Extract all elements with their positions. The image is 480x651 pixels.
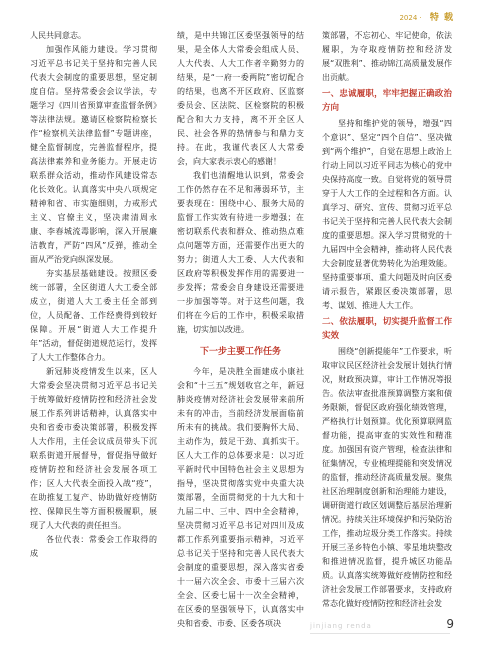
section-label: 特 载 [429, 13, 454, 23]
page-number: 9 [446, 617, 454, 631]
paragraph: 各位代表：常委会工作取得的成 [30, 535, 157, 558]
column-left [30, 29, 157, 615]
issue-label: 2024 · [399, 14, 422, 22]
paragraph: 今年，是决胜全面建成小康社会和“十三五”规划收官之年，新冠肺炎疫情对经济社会发展带来前所未有的冲击，当前经济发展面临前所未有的挑战。我们要胸怀大局、主动作为，鼓足干劲、真抓实干。区人大工作的总体要求是：以习近平新时代中国特色社会主义思想为指导，坚决贯彻落实党中央重大决策部署，全面贯彻党的十九大和十九届二中、三中、四中全会精神，坚决贯彻习近平总书记对四川及成都工作系列重要指示精神，习近平总书记关于坚持和完善人民代表大会制度的重要思想，深入落实省委十一届六次全会、市委十三届六次全会、区委七届十一次全会精神，在区委的坚强领导下，认真落实中央和省委、市委、区委各项决 [177, 367, 304, 628]
subsection-heading: 二、依法履职，切实提升监督工作实效 [322, 317, 452, 341]
paragraph: 新冠肺炎疫情发生以来，区人大常委会坚决贯彻习近平总书记关于统筹做好疫情防控和经济社会发展工作系列讲话精神，认真落实中央和省委市委决策部署，积极发挥人大作用，主任会议成员带头下沉联系街道开展督导，督促指导做好疫情防控和经济社会发展各项工作；区人大代表全面投入战“疫”，在助推复工复产、协助做好疫情防控、保障民生等方面积极履职，展现了人大代表的责任担当。 [30, 367, 157, 530]
paragraph: 围绕“创新提能年”工作要求，听取审议民区经济社会发展计划执行情况，财政预决算，审计工作情况等报告。依法审查批准预算调整方案和债务限额，督促区政府强化绩效管理，严格执行计划预算。优化预算联网监督功能，提高审查的实效性和精准度。加强国有资产管理，检查法律和征集情况，专业梳理提能和突发情况的监督，推动经济高质量发展。聚焦社区治理制度创新和治理能力建设，调研街道行政区划调整后基层治理新情况。持续关注环境保护和污染防治工作，推动垃圾分类工作落实。持续开展三圣乡特色小镇、零星地块整改和推进情况监督，提升城区功能品质。认真落实统筹做好疫情防控和经济社会发展工作部署要求，支持政府常态化做好疫情防控和经济社会发 [322, 347, 452, 608]
paragraph: 加强作风能力建设。学习贯彻习近平总书记关于坚持和完善人民代表大会制度的重要思想，坚定制度自信。坚持常委会会议学法，专题学习《四川省预算审查监督条例》等法律法规。邀请区检察院检察长作“检察机关法律监督”专题讲座，健全监督制度，完善监督程序，提高法律素养和业务能力。开展走访联系群众活动，推动作风建设常态化长效化。认真落实中央八项规定精神和省、市实施细则，力戒形式主义、官僚主义，坚决肃清周永康、李春城流毒影响，深入开展廉洁教育，严防“四风”反弹，推动全面从严治党向纵深发展。 [30, 45, 157, 264]
paragraph: 夯实基层基础建设。按照区委统一部署，全区街道人大工委全部成立，街道人大工委主任全部到位，人员配备、工作经费得到较好保障。开展“街道人大工作提升年”活动，督促街道规范运行，发挥了人大工作整体合力。 [30, 269, 157, 362]
footer-brand: jinjiang renda [310, 622, 372, 630]
column-right [322, 29, 452, 615]
subsection-heading: 一、忠诚履职，牢牢把握正确政治方向 [322, 89, 452, 113]
paragraph: 绩，是中共锦江区委坚强领导的结果，是全体人大常委会组成人员、人大代表、人大工作者辛勤努力的结果，是“一府一委两院”密切配合的结果，也离不开区政府、区监察委员会、区法院、区检察院的积极配合和大力支持，离不开全区人民、社会各界的热情参与和鼎力支持。在此，我谨代表区人大常委会，向大家表示衷心的感谢！ [177, 31, 304, 166]
paragraph: 我们也清醒地认识到，常委会工作仍然存在不足和薄弱环节，主要表现在：围绕中心、服务大局的监督工作实效有待进一步增强；在密切联系代表和群众、推动热点难点问题等方面，还需要作出更大的努力；街道人大工委、人大代表和区政府等积极发挥作用的需要进一步发挥；常委会自身建设还需要进一步加强等等。对于这些问题，我们将在今后的工作中，积极采取措施，切实加以改进。 [177, 171, 304, 334]
footer-divider [310, 633, 450, 634]
paragraph: 策部署，不忘初心、牢记使命，依法履职，为夺取疫情防控和经济发展“双胜利”、推动锦江高质量发展作出贡献。 [322, 31, 452, 82]
section-heading: 下一步主要工作任务 [199, 347, 281, 357]
column-middle [177, 29, 304, 628]
paragraph: 人民共同意志。 [30, 31, 86, 40]
paragraph: 坚持和维护党的领导，增强“四个意识”、坚定“四个自信”、坚决做到“两个维护”，自觉在思想上政治上行动上同以习近平同志为核心的党中央保持高度一致。自觉将党的领导贯穿于人大工作的全过程和各方面。认真学习、研究、宣传、贯彻习近平总书记关于坚持和完善人民代表大会制度的重要思想。深入学习贯彻党的十九届四中全会精神，推动将人民代表大会制度显著优势转化为治理效能。坚持重要事项、重大问题及时向区委请示报告，紧跟区委决策部署，思考、谋划、推进人大工作。 [322, 119, 452, 310]
running-header [399, 10, 454, 23]
